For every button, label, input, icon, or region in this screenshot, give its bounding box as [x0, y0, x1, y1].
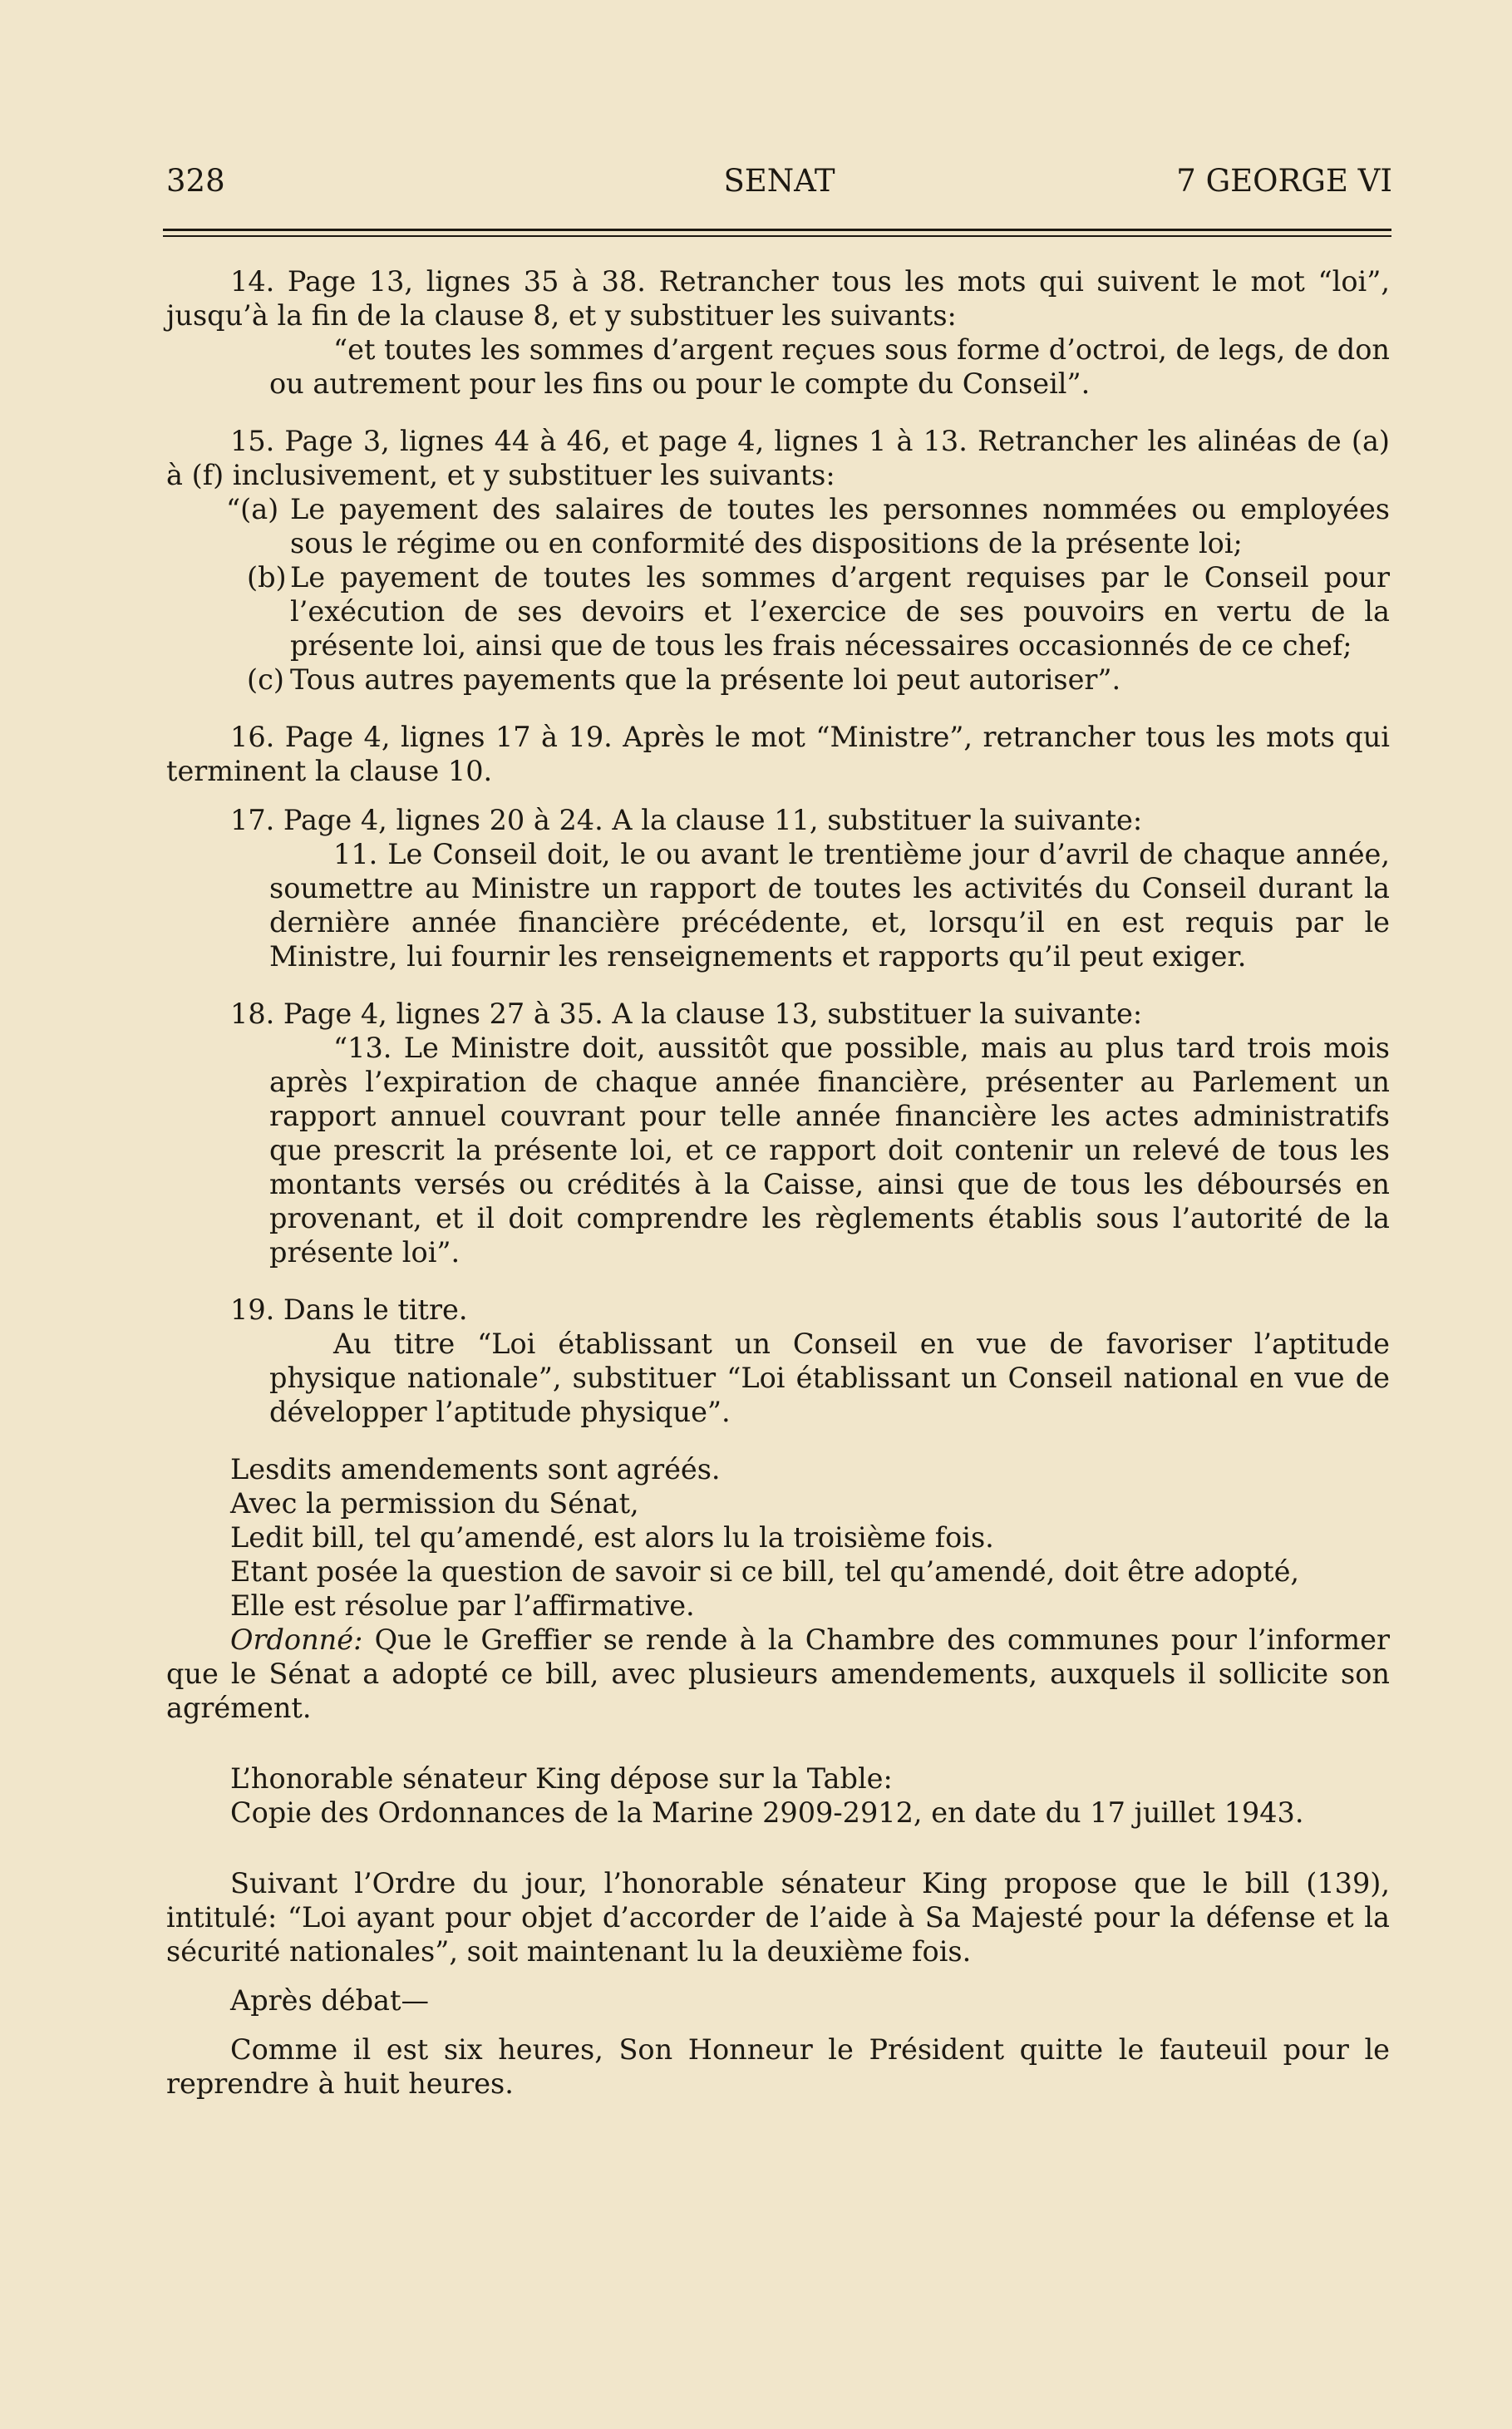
running-header	[166, 156, 1392, 206]
third-reading: Ledit bill, tel qu’amendé, est alors lu la troisième fois.	[230, 1521, 994, 1554]
amendment-19: 19. Dans le titre.	[230, 1293, 468, 1326]
amendment-17-quote: 11. Le Conseil doit, le ou avant le trentième jour d’avril de chaque année, soumettre au Ministre un rapport de toutes les activités du Conseil durant la dernière année financière précédente, et, lorsqu’il en est requis par le Ministre, lui fournir les renseignements et rapports qu’il peut exiger.	[269, 838, 1390, 973]
header-rule-bottom	[163, 235, 1391, 237]
tabled-intro: L’honorable sénateur King dépose sur la Table:	[230, 1762, 893, 1795]
order-of-day: Suivant l’Ordre du jour, l’honorable sénateur King propose que le bill (139), intitulé: “Loi ayant pour objet d’accorder de l’aide à Sa Majesté pour la défense et la sécurité nationales”, soit maintenant lu la deuxième fois.	[166, 1867, 1390, 1968]
clause-b-text: Le payement de toutes les sommes d’argent requises par le Conseil pour l’exécution de ses devoirs et l’exercice de ses pouvoirs en vertu de la présente loi, ainsi que de tous les frais nécessaires occasionnés de ce chef;	[290, 561, 1390, 662]
question-resolved: Elle est résolue par l’affirmative.	[230, 1589, 695, 1622]
clause-c	[247, 663, 1390, 697]
ordered-label: Ordonné:	[230, 1623, 363, 1656]
document-body	[166, 264, 1390, 2101]
tabled-document: Copie des Ordonnances de la Marine 2909-2912, en date du 17 juillet 1943.	[230, 1796, 1304, 1829]
amendments-agreed: Lesdits amendements sont agréés.	[230, 1453, 721, 1485]
page-number: 328	[166, 163, 225, 199]
after-debate: Après débat—	[230, 1984, 429, 2017]
question-put: Etant posée la question de savoir si ce bill, tel qu’amendé, doit être adopté,	[230, 1555, 1300, 1588]
order-paragraph	[166, 1623, 1390, 1725]
clause-b	[247, 560, 1390, 663]
clause-b-label: (b)	[247, 561, 287, 594]
amendment-16: 16. Page 4, lignes 17 à 19. Après le mot “Ministre”, retrancher tous les mots qui terminent la clause 10.	[166, 721, 1390, 787]
clause-c-label: (c)	[247, 663, 284, 696]
amendment-14: 14. Page 13, lignes 35 à 38. Retrancher tous les mots qui suivent le mot “loi”, jusqu’à la fin de la clause 8, et y substituer les suivants:	[166, 265, 1390, 332]
amendment-15: 15. Page 3, lignes 44 à 46, et page 4, lignes 1 à 13. Retrancher les alinéas de (a) à (f) inclusivement, et y substituer les suivants:	[166, 425, 1390, 491]
amendment-14-quote: “et toutes les sommes d’argent reçues sous forme d’octroi, de legs, de don ou autrement pour les fins ou pour le compte du Conseil”.	[269, 333, 1390, 400]
senate-permission: Avec la permission du Sénat,	[230, 1487, 639, 1520]
header-reign: 7 GEORGE VI	[1176, 163, 1392, 199]
ordered-text: Que le Greffier se rende à la Chambre des communes pour l’informer que le Sénat a adopté ce bill, avec plusieurs amendements, auxquels il sollicite son agrément.	[166, 1623, 1390, 1724]
header-title: SENAT	[723, 163, 835, 199]
clause-a-text: Le payement des salaires de toutes les personnes nommées ou employées sous le régime ou en conformité des dispositions de la présente loi;	[290, 493, 1390, 559]
header-rule-top	[163, 229, 1391, 231]
amendment-18-quote: “13. Le Ministre doit, aussitôt que possible, mais au plus tard trois mois après l’expiration de chaque année financière, présenter au Parlement un rapport annuel couvrant pour telle année financière les actes administratifs que prescrit la présente loi, et ce rapport doit contenir un relevé de tous les montants versés ou crédités à la Caisse, ainsi que de tous les déboursés en provenant, et il doit comprendre les règlements établis sous l’autorité de la présente loi”.	[269, 1032, 1390, 1269]
amendment-17: 17. Page 4, lignes 20 à 24. A la clause 11, substituer la suivante:	[230, 804, 1143, 836]
clause-a-label: “(a)	[226, 493, 279, 525]
amendment-18: 18. Page 4, lignes 27 à 35. A la clause 13, substituer la suivante:	[230, 998, 1143, 1030]
amendment-19-quote: Au titre “Loi établissant un Conseil en vue de favoriser l’aptitude physique nationale”, substituer “Loi établissant un Conseil national en vue de développer l’aptitude physique”.	[269, 1328, 1390, 1428]
six-oclock-adjournment: Comme il est six heures, Son Honneur le Président quitte le fauteuil pour le reprendre à huit heures.	[166, 2033, 1390, 2100]
clause-c-text: Tous autres payements que la présente loi peut autoriser”.	[290, 663, 1121, 696]
clause-a	[226, 492, 1390, 560]
